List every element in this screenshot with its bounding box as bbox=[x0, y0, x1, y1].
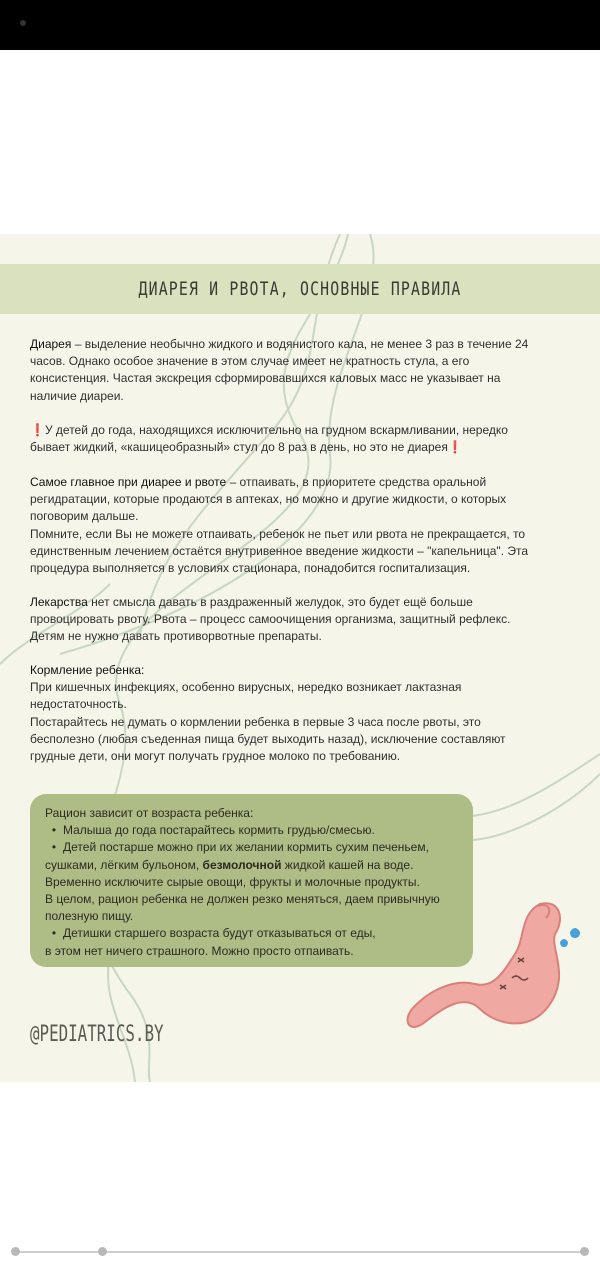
paragraph-diarrhea bbox=[30, 336, 535, 405]
diet-bullet-1: Малыша до года постарайтесь кормить грудью/смесью. bbox=[63, 823, 375, 838]
diet-bullet-2b: жидкой кашей на воде. bbox=[281, 857, 414, 872]
feeding-text-2: Постарайтесь не думать о кормлении ребенка в первые 3 часа после рвоты, это бесполезно (любая съеденная пища будет выходить назад), исключение составляют грудные дети, они могут получать грудное молоко по требованию. bbox=[30, 714, 506, 764]
diet-line-5: в этом нет ничего страшного. Можно просто отпаивать. bbox=[45, 943, 354, 958]
media-scrubber[interactable] bbox=[0, 1245, 600, 1259]
medicine-text: нет смысла давать в раздраженный желудок, это будет ещё больше провоцировать рвоту. Рвота – процесс самоочищения организма, защитный рефлекс. Детям не нужно давать противорвотные препараты. bbox=[30, 595, 511, 644]
sad-stomach-illustration bbox=[400, 894, 600, 1044]
paragraph-main-rule bbox=[30, 474, 535, 577]
infographic-poster bbox=[0, 234, 600, 1082]
bullet-icon: • bbox=[51, 926, 57, 941]
top-white-space bbox=[0, 50, 600, 234]
scrubber-start-knob[interactable] bbox=[11, 1247, 20, 1256]
diet-line-4: В целом, рацион ребенка не должен резко меняться, даем привычную полезную пищу. bbox=[45, 892, 440, 924]
paragraph-medicine bbox=[30, 594, 535, 646]
infants-note-text: У детей до года, находящихся исключительно на грудном вскармливании, нередко бывает жидкий, «кашицеобразный» стул до 8 раз в день, но это не диарея bbox=[30, 423, 508, 455]
main-rule-text: – отпаивать, в приоритете средства оральной регидратации, которые продаются в аптеках, но можно и другие жидкости, о которых поговорим дальше. bbox=[30, 475, 507, 524]
title-band bbox=[0, 264, 600, 314]
paragraph-feeding bbox=[30, 662, 535, 765]
bullet-icon: • bbox=[51, 840, 57, 855]
brand-handle: @PEDIATRICS.BY bbox=[30, 1022, 164, 1047]
scrubber-position-knob[interactable] bbox=[98, 1247, 107, 1256]
iv-note-text: Помните, если Вы не можете отпаивать, ребенок не пьет или рвота не прекращается, то единственным лечением остаётся внутривенное введение жидкости – "капельница". Эта процедура выполняется в условиях стационара, понадобится госпитализация. bbox=[30, 526, 529, 576]
diet-bullet-2-bold: безмолочной bbox=[202, 857, 282, 872]
term-medicine: Лекарства bbox=[30, 595, 88, 609]
feeding-text-1: При кишечных инфекциях, особенно вирусных, нередко возникает лактазная недостаточность. bbox=[30, 680, 462, 712]
diet-intro: Рацион зависит от возраста ребенка: bbox=[45, 806, 254, 820]
diarrhea-definition: – выделение необычно жидкого и водянистого кала, не менее 3 раз в течение 24 часов. Однако особое значение в этом случае имеет не кратность стула, а его консистенция. Частая экскреция сформировавшихся каловых масс не указывает на наличие диареи. bbox=[30, 337, 529, 403]
diet-bullet-3: Детишки старшего возраста будут отказываться от еды, bbox=[63, 926, 376, 941]
exclamation-icon: ❗ bbox=[30, 423, 45, 437]
camera-dot-icon bbox=[20, 20, 26, 26]
page-title: ДИАРЕЯ И РВОТА, ОСНОВНЫЕ ПРАВИЛА bbox=[138, 278, 462, 300]
diet-bullet-2a: Детей постарше можно при их желании кормить сухим печеньем, сушками, лёгким бульоном, bbox=[45, 840, 429, 872]
diet-line-3: Временно исключите сырые овощи, фрукты и молочные продукты. bbox=[45, 874, 420, 889]
bullet-icon: • bbox=[51, 823, 57, 838]
term-feeding: Кормление ребенка: bbox=[30, 663, 145, 677]
scrubber-end-knob[interactable] bbox=[580, 1247, 589, 1256]
term-diarrhea: Диарея bbox=[30, 337, 72, 351]
status-bar bbox=[0, 0, 600, 50]
term-main-rule: Самое главное при диарее и рвоте bbox=[30, 475, 227, 489]
paragraph-infants-note bbox=[30, 422, 535, 456]
exclamation-icon-end: ❗ bbox=[447, 440, 463, 455]
